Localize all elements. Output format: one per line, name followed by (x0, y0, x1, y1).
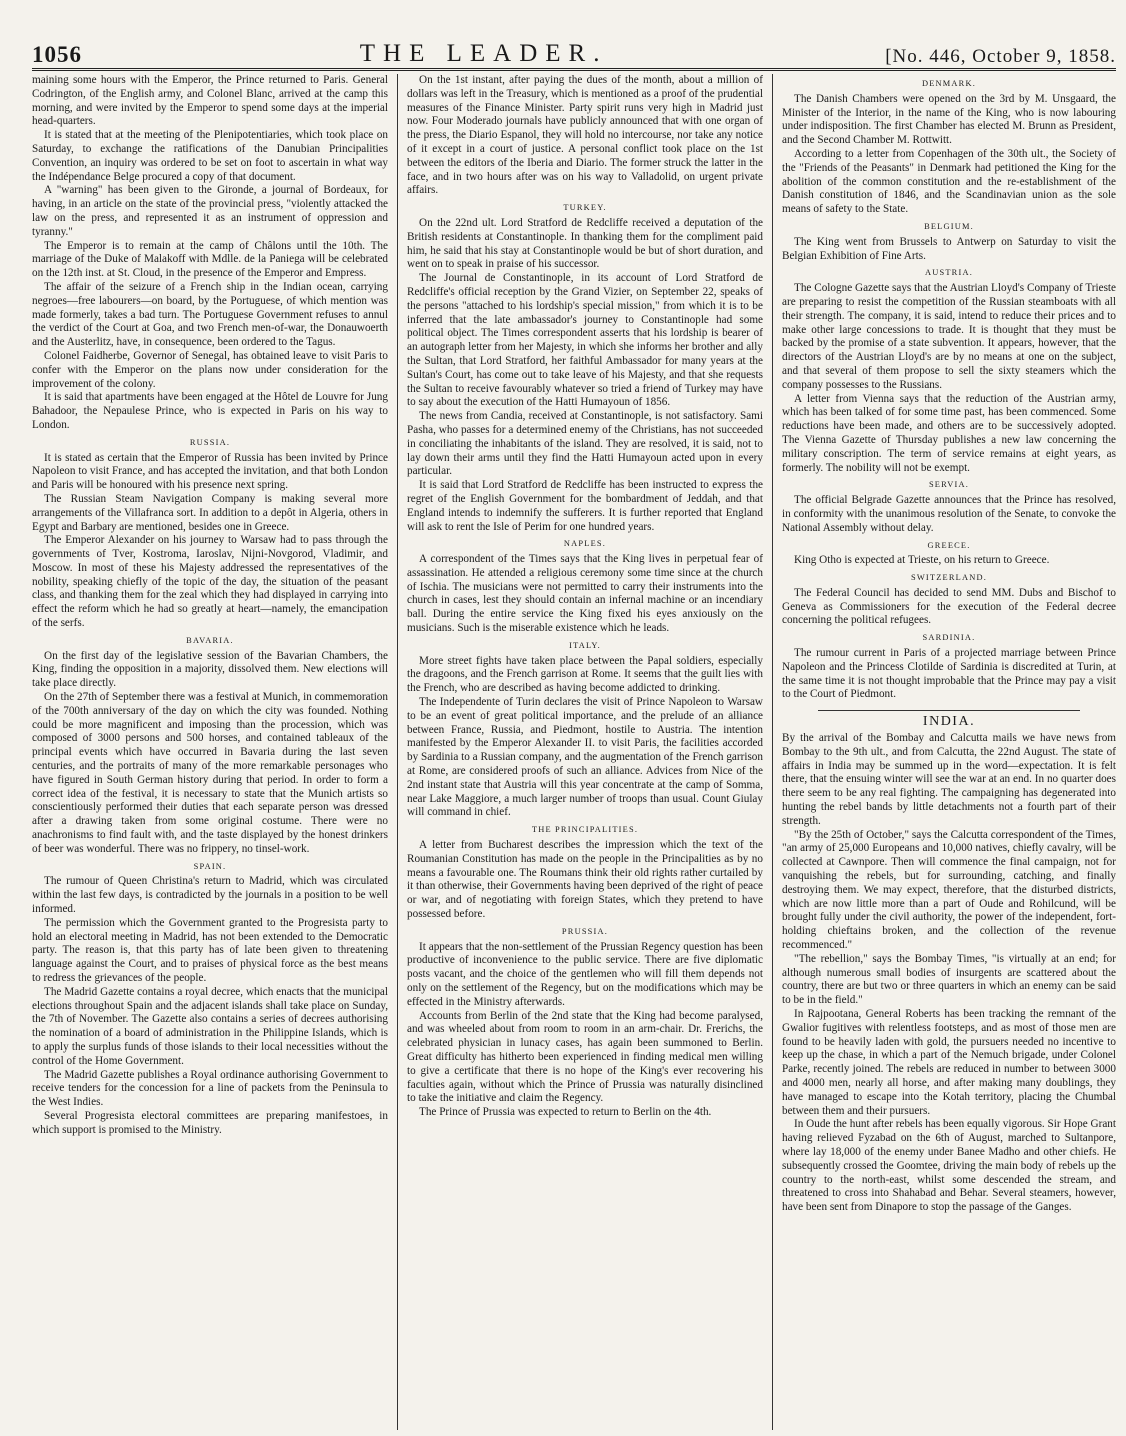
article-paragraph: A letter from Vienna says that the reduction of the Austrian army, which has been talked of for some time past, has been commenced. Some reductions have been made, and others are to be successively adopted. The Vienna Gazette of Thursday publishes a new law concerning the military conscription. The term of service remains at eight years, as formerly. The nobility will not be exempt. (782, 392, 1116, 474)
article-paragraph: Accounts from Berlin of the 2nd state that the King had become paralysed, and was wheeled about from room to room in an arm-chair. Dr. Frerichs, the celebrated physician in lunacy cases, has again been summoned to Berlin. Great difficulty has hitherto been experienced in finding medical men willing to give a certificate that there is no hope of the King's ever recovering his faculties again, without which the Prince of Prussia was naturally disinclined to take the initiative and claim the Regency. (407, 1009, 763, 1105)
article-paragraph: On the 22nd ult. Lord Stratford de Redcliffe received a deputation of the British residents at Constantinople. In thanking them for the compliment paid him, he said that his stay at Constantinople would be but of short duration, and went on to speak in praise of his successor. (407, 216, 763, 271)
section-heading: SWITZERLAND. (910, 573, 988, 583)
article-paragraph: maining some hours with the Emperor, the Prince returned to Paris. General Codrington, of the English army, and Colonel Blanc, arrived at the camp this morning, and were invited by the Emperor to spend some days at the imperial head-quarters. (32, 74, 388, 128)
section-heading: RUSSIA. (189, 437, 231, 447)
article-paragraph: King Otho is expected at Trieste, on his return to Greece. (794, 554, 1050, 567)
article-paragraph: The official Belgrade Gazette announces that the Prince has resolved, in conformity with the unanimous resolution of the Senate, to convoke the National Assembly without delay. (782, 494, 1116, 534)
section-heading: ITALY. (569, 640, 601, 650)
article-paragraph: The King went from Brussels to Antwerp on Saturday to visit the Belgian Exhibition of Fine Arts. (782, 235, 1116, 262)
section-heading: BELGIUM. (924, 221, 974, 231)
column-rule (397, 74, 398, 1430)
column-3 (782, 74, 1116, 1430)
article-paragraph: A letter from Bucharest describes the impression which the text of the Roumanian Constitution has made on the people in the Principalities as by no means a favourable one. The Roumans think their old rights rather curtailed by it than otherwise, their Governments having been deprived of the right of peace or war, and of negotiating with foreign States, which they pretend to have possessed before. (407, 839, 763, 921)
column-rule (772, 74, 773, 1430)
section-heading: DENMARK. (921, 79, 977, 88)
article-paragraph: According to a letter from Copenhagen of the 30th ult., the Society of the "Friends of the Peasants" in Denmark had petitioned the King for the abolition of the common constitution and the re-establishment of the Danish constitution of 1846, and the Scandinavian union as the sole means of safety to the State. (782, 147, 1116, 216)
section-heading: BAVARIA. (186, 635, 234, 645)
article-paragraph: It is said that Lord Stratford de Redcliffe has been instructed to express the regret of the English Government for the bombardment of Jeddah, and that England intends to indemnify the sufferers. It is further reported that England will ask to rent the Isle of Perim for one hundred years. (407, 479, 763, 533)
section-divider (818, 710, 1080, 711)
section-heading: AUSTRIA. (925, 268, 973, 278)
column-2 (407, 74, 763, 1430)
section-heading: NAPLES. (563, 539, 607, 549)
article-paragraph: A "warning" has been given to the Gironde, a journal of Bordeaux, for having, in an article on the state of the provincial press, "violently attacked the law on the press, and represented it as an instrument of oppression and tyranny." (32, 184, 388, 238)
article-paragraph: The affair of the seizure of a French ship in the Indian ocean, carrying negroes—free labourers—on board, by the Portuguese, of which mention was made formerly, takes a bad turn. The Portuguese Government refuses to annul the verdict of the Court at Goa, and two French men-of-war, the Donauwoerth and the Austerlitz, have, in consequence, been ordered to the Tagus. (32, 280, 388, 349)
article-paragraph: The Federal Council has decided to send MM. Dubs and Bischof to Geneva as Commissioners for the execution of the Federal decree concerning the political refugees. (782, 586, 1116, 627)
article-paragraph: It is stated as certain that the Emperor of Russia has been invited by Prince Napoleon to visit France, and has accepted the invitation, and that both London and Paris will be honoured with his presence next spring. (32, 451, 388, 492)
article-paragraph: The Independente of Turin declares the visit of Prince Napoleon to Warsaw to be an event of great political importance, and the prelude of an alliance between France, Russia, and Piedmont, hostile to Austria. The intention manifested by the Emperor Alexander II. to visit Paris, the facilities accorded by Sardinia to a Russian company, and the augmentation of the French garrison at Rome, are considered proofs of such an alliance. Advices from Nice of the 2nd instant state that Austria will this year concentrate at the camp of Somma, near Lake Maggiore, a much larger number of troops than usual. Count Giulay will command in chief. (407, 696, 763, 819)
article-paragraph: The rumour of Queen Christina's return to Madrid, which was circulated within the last few days, is contradicted by the journals in a position to be well informed. (32, 875, 388, 916)
article-paragraph: On the 27th of September there was a festival at Munich, in commemoration of the 700th anniversary of the day on which the city was founded. Nothing could be more magnificent and imposing than the procession, which was composed of 3000 persons and 500 horses, and contained tableaux of the principal events which have occurred in Bavaria during the last seven centuries, and the portraits of many of the more remarkable personages who have figured in South German history during that period. In order to form a correct idea of the festival, it is necessary to state that the Munich artists so conscientiously performed their duties that each separate person was dressed after a drawing taken from some original costume. There were no anachronisms to find fault with, and the taste displayed by the honest drinkers of beer was wonderful. There was no frippery, no tinsel-work. (32, 691, 388, 855)
article-paragraph: The Emperor Alexander on his journey to Warsaw had to pass through the governments of Tver, Kostroma, Iaroslav, Nijni-Novgorod, Vladimir, and Moscow. In most of these his Majesty addressed the representatives of the nobility, speaking chiefly of the topic of the day, the situation of the peasant class, and thanking them for the zeal which they had displayed in carrying into effect the reform which he had so greatly at heart—namely, the emancipation of the serfs. (32, 534, 388, 630)
article-paragraph: The Madrid Gazette publishes a Royal ordinance authorising Government to receive tenders for the concession for a line of packets from the Peninsula to the West Indies. (32, 1068, 388, 1109)
article-paragraph: Several Progresista electoral committees are preparing manifestoes, in which support is promised to the Ministry. (32, 1109, 388, 1136)
article-paragraph: The news from Candia, received at Constantinople, is not satisfactory. Sami Pasha, who passes for a determined enemy of the Christians, has not succeeded in conciliating the inhabitants of the island. They are resolved, it is said, not to lay down their arms until they find the Hatti Humayoun acted upon in every particular. (407, 410, 763, 478)
article-paragraph: The Journal de Constantinople, in its account of Lord Stratford de Redcliffe's official reception by the Grand Vizier, on September 22, speaks of the persons "attached to his lordship's special mission," from which it is to be inferred that the late ambassador's journey to Constantinople had some political object. The Times correspondent asserts that his lordship is bearer of an autograph letter from her Majesty, in which she informs her brother and ally the Sultan, that Lord Stratford, her faithful Ambassador for many years at the Sultan's Court, has come out to take leave of his Majesty, and that she requests the Sultan to receive favourably whatever so tried a friend of Turkey may have to say about the execution of the Hatti Humayoun of 1856. (407, 272, 763, 409)
article-paragraph: Colonel Faidherbe, Governor of Senegal, has obtained leave to visit Paris to confer with the Emperor on the plans now under consideration for the improvement of the colony. (32, 349, 388, 390)
issue-date: [No. 446, October 9, 1858. (885, 46, 1116, 67)
article-columns (32, 74, 1116, 1430)
article-paragraph: It is stated that at the meeting of the Plenipotentiaries, which took place on Saturday, to exchange the ratifications of the Danubian Principalities Convention, an inquiry was ordered to be set on foot to ascertain in what way the Indépendance Belge procured a copy of that document. (32, 129, 388, 183)
article-paragraph: The Danish Chambers were opened on the 3rd by M. Unsgaard, the Minister of the Interior, in the name of the King, who is now labouring under indisposition. The first Chamber has elected M. Brunn as President, and the Second Chamber M. Rottwitt. (782, 92, 1116, 147)
section-heading: GREECE. (927, 540, 971, 550)
section-heading: SPAIN. (193, 861, 227, 871)
article-paragraph: The Prince of Prussia was expected to return to Berlin on the 4th. (419, 1106, 712, 1119)
page-number: 1056 (32, 42, 82, 67)
article-paragraph: The Cologne Gazette says that the Austrian Lloyd's Company of Trieste are preparing to resist the competition of the Russian steamboats with all their strength. The company, it is said, intend to reduce their prices and to make other large concessions to trade. It is thought that they must be backed by the promise of a state subvention. It appears, however, that the directors of the Austrian Lloyd's are by no means at one on the subject, and that several of them propose to sell the sixty steamers which the company possesses to the Russians. (782, 282, 1116, 391)
article-paragraph: The Emperor is to remain at the camp of Châlons until the 10th. The marriage of the Duke of Malakoff with Mdlle. de la Paniega will be celebrated on the 12th inst. at St. Cloud, in the presence of the Emperor and Empress. (32, 239, 388, 280)
article-paragraph: The Russian Steam Navigation Company is making several more arrangements of the Villafranca sort. In addition to a depôt in Algeria, others in Egypt and Barbary are mentioned, besides one in Greece. (32, 492, 388, 533)
article-paragraph: It is said that apartments have been engaged at the Hôtel de Louvre for Jung Bahadoor, the Nepaulese Prince, who is expected in Paris on his way to London. (32, 391, 388, 431)
article-paragraph: It appears that the non-settlement of the Prussian Regency question has been productive of inconvenience to the public service. There are five diplomatic posts vacant, and the choice of the gentlemen who will fill them depends not only on the settlement of the Regency, but on the modifications which may be effected in the Ministry afterwards. (407, 940, 763, 1008)
article-paragraph: A correspondent of the Times says that the King lives in perpetual fear of assassination. He attended a religious ceremony some time since at the church of Ischia. The musicians were not permitted to carry their instruments into the church in cases, lest they should contain an infernal machine or an incendiary ball. During the entire service the King fixed his eyes anxiously on the musicians. Such is the miserable existence which he leads. (407, 553, 763, 635)
major-section-heading: INDIA. (922, 714, 976, 730)
column-1 (32, 74, 388, 1430)
section-heading: THE PRINCIPALITIES. (531, 825, 639, 835)
article-paragraph: The rumour current in Paris of a projected marriage between Prince Napoleon and the Princess Clotilde of Sardinia is discredited at Turin, at the same time it is not thought improbable that the Prince may pay a visit to the Court of Piedmont. (782, 647, 1116, 701)
masthead (32, 40, 1116, 71)
article-paragraph: More street fights have taken place between the Papal soldiers, especially the dragoons, and the French garrison at Rome. It seems that the guilt lies with the French, who are described as having become addicted to drinking. (407, 654, 763, 695)
section-heading: PRUSSIA. (561, 926, 609, 936)
article-paragraph: By the arrival of the Bombay and Calcutta mails we have news from Bombay to the 9th ult., and from Calcutta, the 22nd August. The state of affairs in India may be summed up in the word—expectation. It is felt there, that the ensuing winter will see the war at an end. In no quarter does there seem to be any real fighting. The campaigning has degenerated into hunting the rebel bands by little detachments not a fourth part of their strength. (782, 732, 1116, 827)
article-paragraph: The permission which the Government granted to the Progresista party to hold an electoral meeting in Madrid, has not been extended to the Democratic party. The reason is, that this party has of late been given to threatening language against the Court, and to praises of physical force as the best means to redress the grievances of the people. (32, 916, 388, 984)
article-paragraph: On the 1st instant, after paying the dues of the month, about a million of dollars was left in the Treasury, which is mentioned as a proof of the prudential measures of the Finance Minister. Party spirit runs very high in Madrid just now. Four Moderado journals have publicly announced that with one organ of the press, the Diario Espanol, they will hold no intercourse, nor take any notice of it except in a court of justice. A personal conflict took place on the 1st between the editors of the Iberia and Diario. The former struck the latter in the face, and in two hours after was on his way to Valladolid, on urgent private affairs. (407, 74, 763, 197)
article-paragraph: In Oude the hunt after rebels has been equally vigorous. Sir Hope Grant having relieved Fyzabad on the 6th of August, marched to Sultanpore, where lay 18,000 of the enemy under Banee Madho and other chiefs. He subsequently crossed the Goomtee, driving the main body of rebels up the country to the north-east, whilst some descended the stream, and threatened to cross into Shahabad and Behar. Several steamers, however, have been sent from Dinapore to stop the passage of the Ganges. (782, 1118, 1116, 1214)
section-heading: TURKEY. (563, 203, 607, 213)
article-paragraph: "The rebellion," says the Bombay Times, "is virtually at an end; for although numerous small bodies of insurgents are scattered about the country, there are but two or three quarters in which an enemy can be said to be in the field." (782, 952, 1116, 1007)
newspaper-title: THE LEADER. (359, 40, 608, 67)
article-paragraph: "By the 25th of October," says the Calcutta correspondent of the Times, "an army of 25,000 Europeans and 10,000 natives, chiefly cavalry, will be collected at Cawnpore. Then will commence the final campaign, not for vanquishing the rebels, but for surrounding, catching, and finally destroying them. We may expect, therefore, that the disturbed districts, which are now little more than a part of Oude and Rohilcund, will be brought fully under the civil authority, the power of the independent, fort-holding chieftains broken, and the collection of the revenue recommenced." (782, 828, 1116, 952)
article-paragraph: On the first day of the legislative session of the Bavarian Chambers, the King, finding the opposition in a majority, dissolved them. New elections will take place directly. (32, 649, 388, 690)
article-paragraph: In Rajpootana, General Roberts has been tracking the remnant of the Gwalior fugitives with relentless footsteps, and as most of those men are found to be heavily laden with gold, the pursuers needed no incentive to keep up the chase, in which a part of the Nemuch brigade, under Colonel Parke, recently joined. The rebels are reduced in number to between 3000 and 4000 men, nearly all horse, and after making many doublings, they have managed to escape into the Kotah territory, placing the Chumbal between them and their pursuers. (782, 1008, 1116, 1117)
article-paragraph: The Madrid Gazette contains a royal decree, which enacts that the municipal elections throughout Spain and the adjacent islands shall take place on Sunday, the 7th of November. The Gazette also contains a series of decrees authorising the nomination of a board of administration in the Philippine Islands, which is to apply the surplus funds of those islands to their local necessities without the control of the Home Government. (32, 985, 388, 1067)
section-heading: SARDINIA. (922, 633, 976, 643)
section-heading: SERVIA. (928, 480, 970, 490)
